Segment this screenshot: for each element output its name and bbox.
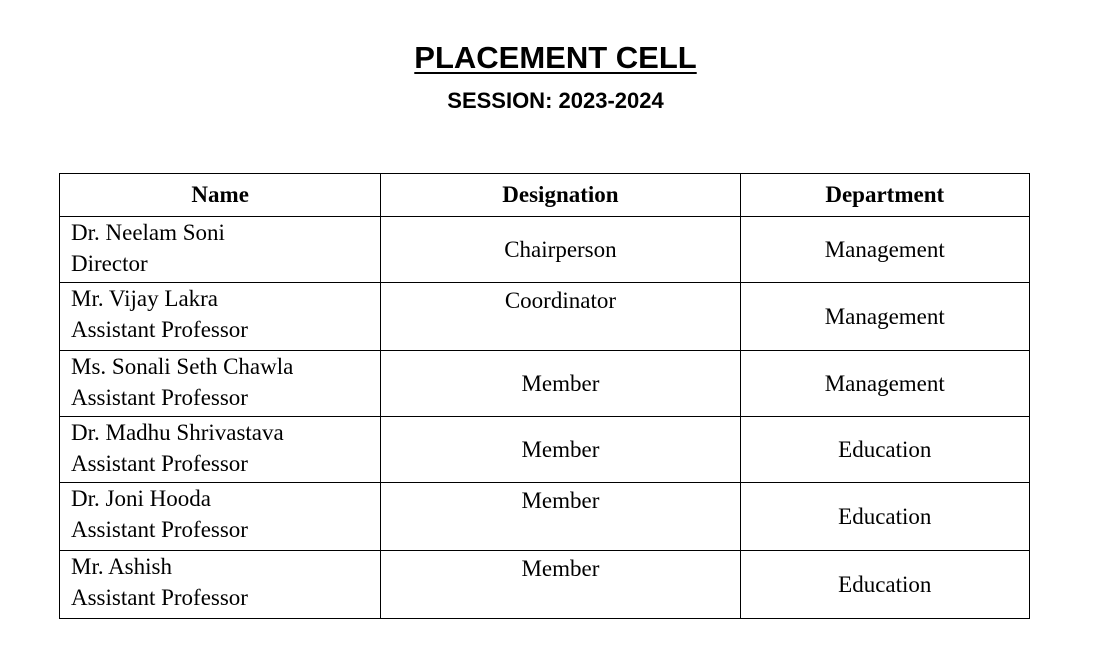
designation-cell: Member — [381, 351, 740, 417]
member-title: Assistant Professor — [71, 451, 248, 476]
column-header-designation: Designation — [381, 174, 740, 217]
member-title: Assistant Professor — [71, 385, 248, 410]
member-title: Director — [71, 251, 148, 276]
table-row — [60, 351, 1030, 417]
department-cell: Education — [740, 417, 1029, 483]
name-cell — [60, 483, 381, 551]
member-name: Ms. Sonali Seth Chawla — [71, 354, 294, 379]
table-row — [60, 551, 1030, 619]
member-name: Mr. Ashish — [71, 554, 172, 579]
name-cell — [60, 217, 381, 283]
table-row — [60, 417, 1030, 483]
designation-cell: Member — [381, 417, 740, 483]
session-subtitle: SESSION: 2023-2024 — [447, 88, 664, 113]
designation-cell: Member — [381, 551, 740, 619]
member-title: Assistant Professor — [71, 517, 248, 542]
table-row — [60, 217, 1030, 283]
name-cell — [60, 417, 381, 483]
name-cell — [60, 283, 381, 351]
member-name: Dr. Joni Hooda — [71, 486, 211, 511]
title-text: PLACEMENT CELL — [414, 40, 697, 75]
table-header-row — [60, 174, 1030, 217]
table-row — [60, 283, 1030, 351]
page-title — [0, 38, 1111, 78]
column-header-name: Name — [60, 174, 381, 217]
department-cell: Education — [740, 483, 1029, 551]
department-cell: Management — [740, 217, 1029, 283]
designation-cell: Member — [381, 483, 740, 551]
member-title: Assistant Professor — [71, 585, 248, 610]
member-name: Dr. Madhu Shrivastava — [71, 420, 284, 445]
member-name: Dr. Neelam Soni — [71, 220, 225, 245]
department-cell: Education — [740, 551, 1029, 619]
members-table — [59, 173, 1030, 619]
name-cell — [60, 551, 381, 619]
member-title: Assistant Professor — [71, 317, 248, 342]
name-cell — [60, 351, 381, 417]
table-row — [60, 483, 1030, 551]
department-cell: Management — [740, 351, 1029, 417]
designation-cell: Chairperson — [381, 217, 740, 283]
department-cell: Management — [740, 283, 1029, 351]
column-header-department: Department — [740, 174, 1029, 217]
designation-cell: Coordinator — [381, 283, 740, 351]
member-name: Mr. Vijay Lakra — [71, 286, 219, 311]
